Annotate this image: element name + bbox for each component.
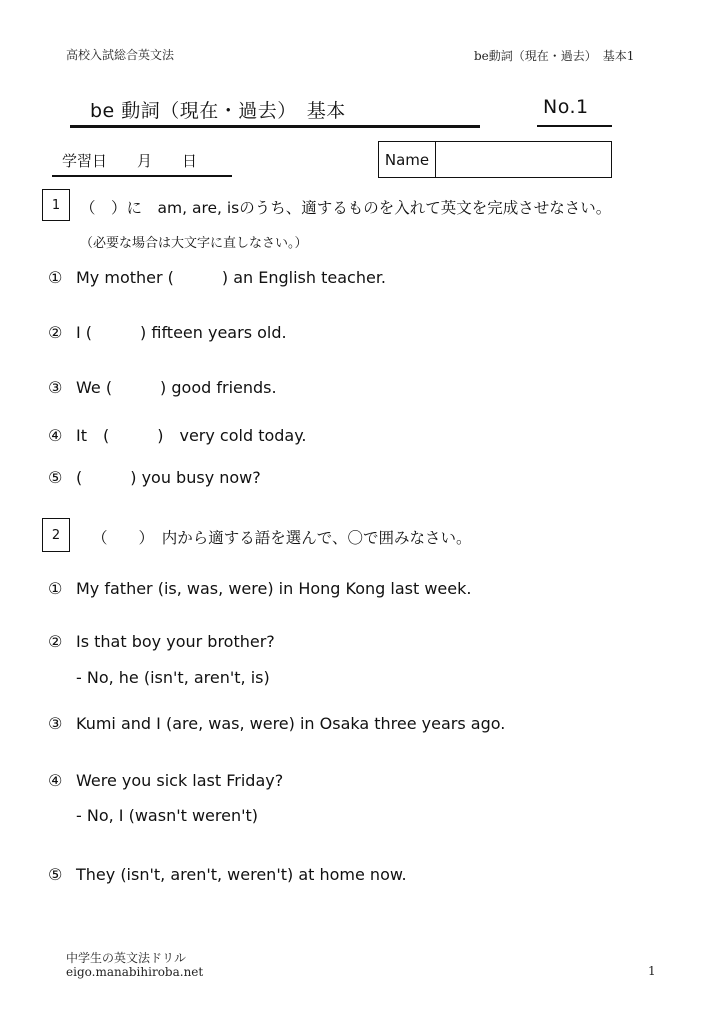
s2-question xyxy=(48,632,275,651)
s2-q2-number: ② xyxy=(48,632,63,651)
s2-q2-text: Is that boy your brother? xyxy=(76,632,275,651)
page-number-label: No.1 xyxy=(543,96,589,118)
date-underline xyxy=(52,175,232,177)
number-underline xyxy=(537,125,612,127)
s1-q2-number: ② xyxy=(48,323,63,342)
footer-title: 中学生の英文法ドリル xyxy=(66,951,187,965)
s2-question xyxy=(48,771,283,790)
s2-q1-number: ① xyxy=(48,579,63,598)
page-title: be 動詞（現在・過去） 基本 xyxy=(90,100,346,122)
name-label: Name xyxy=(379,142,436,177)
s2-q3-text: Kumi and I (are, was, were) in Osaka three years ago. xyxy=(76,714,506,733)
s1-question xyxy=(48,375,277,398)
s2-q4-answer: - No, I (wasn't weren't) xyxy=(76,806,259,825)
s2-question xyxy=(48,579,471,598)
s1-q3-text: We ( ) good friends. xyxy=(76,378,277,397)
footer-page-number: 1 xyxy=(648,964,656,978)
section-1-instruction: （ ）に am, are, isのうち、適するものを入れて英文を完成させなさい。 xyxy=(80,199,612,217)
title-underline xyxy=(70,125,480,128)
study-date: 学習日 月 日 xyxy=(62,152,198,170)
s1-question xyxy=(48,320,287,343)
s1-q5-number: ⑤ xyxy=(48,468,63,487)
s1-q4-text: It ( ) very cold today. xyxy=(76,426,307,445)
s1-q4-number: ④ xyxy=(48,426,63,445)
s1-q3-number: ③ xyxy=(48,378,63,397)
s2-q2-answer: - No, he (isn't, aren't, is) xyxy=(76,668,270,687)
section-1-note: （必要な場合は大文字に直しなさい。） xyxy=(80,236,308,251)
s1-q2-text: I ( ) fifteen years old. xyxy=(76,323,287,342)
s1-q5-text: ( ) you busy now? xyxy=(76,468,261,487)
s1-q1-number: ① xyxy=(48,268,63,287)
s2-question xyxy=(48,865,407,884)
s2-q4-number: ④ xyxy=(48,771,63,790)
s1-question xyxy=(48,423,307,446)
section-2-instruction: （ ） 内から適する語を選んで、〇で囲みなさい。 xyxy=(92,529,472,547)
s2-question xyxy=(48,714,505,733)
name-field[interactable] xyxy=(436,142,611,177)
s2-q4-text: Were you sick last Friday? xyxy=(76,771,284,790)
s2-q3-number: ③ xyxy=(48,714,63,733)
s2-q5-text: They (isn't, aren't, weren't) at home now. xyxy=(76,865,407,884)
s2-q5-number: ⑤ xyxy=(48,865,63,884)
header-left: 高校入試総合英文法 xyxy=(66,48,175,62)
section-2-number: 2 xyxy=(42,518,70,552)
s1-question xyxy=(48,465,261,488)
s1-question xyxy=(48,265,386,288)
s2-q1-text: My father (is, was, were) in Hong Kong last week. xyxy=(76,579,472,598)
header-right: be動詞（現在・過去） 基本1 xyxy=(474,49,635,63)
name-box xyxy=(378,141,612,178)
section-1-number: 1 xyxy=(42,189,70,221)
footer-url[interactable]: eigo.manabihiroba.net xyxy=(66,965,204,979)
s1-q1-text: My mother ( ) an English teacher. xyxy=(76,268,387,287)
